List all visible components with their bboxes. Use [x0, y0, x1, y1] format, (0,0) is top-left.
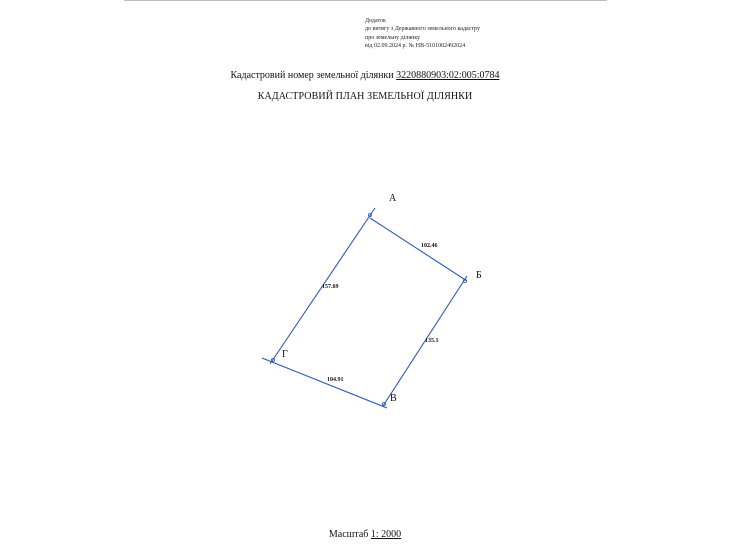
side-length-b-v: 135.1 [425, 338, 439, 344]
side-length-g-a: 157.69 [322, 284, 339, 290]
side-length-a-b: 102.46 [421, 243, 438, 249]
boundary-line-a-b [370, 218, 467, 281]
annex-line-3: про земельну ділянку [365, 34, 421, 41]
scale-line [0, 529, 730, 540]
annex-line-1: Додаток [365, 18, 386, 24]
vertex-label-b: Б [476, 270, 482, 281]
annex-line-4: від 02.09.2024 р. № НВ-5101002492024 [365, 43, 466, 50]
vertex-label-a: А [389, 193, 397, 204]
vertex-label-g: Г [282, 349, 288, 360]
scale-value: 1: 2000 [370, 529, 402, 540]
scale-label: Масштаб [328, 529, 369, 540]
cadastral-number-value: 3220880903:02:005:0784 [396, 70, 500, 81]
cadastral-number-label: Кадастровий номер земельної ділянки [230, 70, 394, 81]
vertex-label-v: В [390, 393, 397, 404]
side-length-v-g: 104.91 [327, 377, 344, 383]
boundary-line-v-g [262, 358, 387, 408]
plan-title: КАДАСТРОВИЙ ПЛАН ЗЕМЕЛЬНОЇ ДІЛЯНКИ [257, 91, 473, 102]
annex-line-2: до витягу з Державного земельного кадастру [365, 26, 480, 33]
